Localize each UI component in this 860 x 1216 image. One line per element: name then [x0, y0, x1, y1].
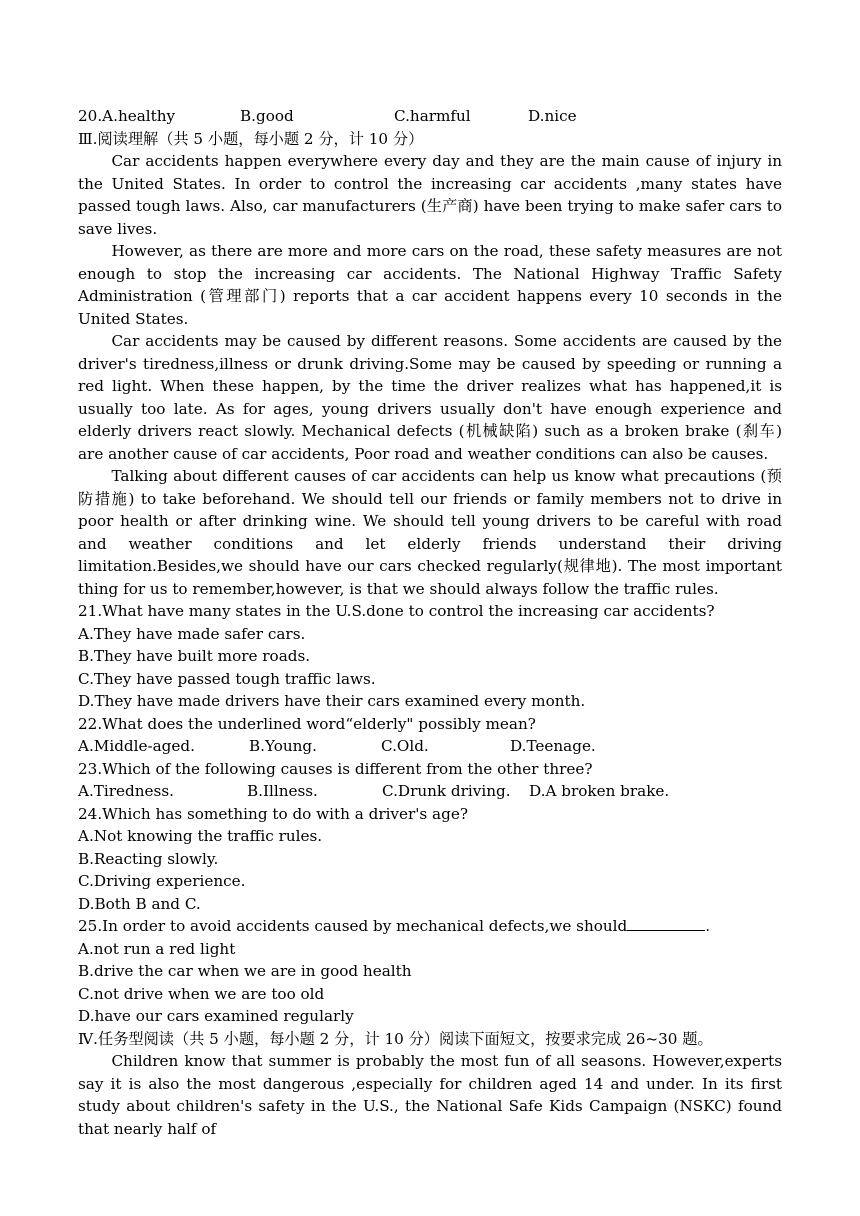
- question-22-stem: 22.What does the underlined word“elderly" possibly mean?: [78, 714, 536, 733]
- question-25-option-b: B.drive the car when we are in good health: [78, 962, 412, 980]
- question-24-option-d: D.Both B and C.: [78, 894, 201, 913]
- question-21-option-d: D.They have made drivers have their cars examined every month.: [78, 692, 586, 710]
- exam-page: [78, 105, 782, 1140]
- question-21-option-a: A.They have made safer cars.: [78, 624, 306, 643]
- passage-3-paragraph-2: However, as there are more and more cars on the road, these safety measures are not enough to stop the increasing car accidents. The National Highway Traffic Safety Administration (管理部门) reports that a car accident happens every 10 seconds in the United States.: [78, 242, 782, 328]
- section-4-heading: Ⅳ.任务型阅读（共 5 小题，每小题 2 分，计 10 分）阅读下面短文，按要求完成 26~30 题。: [78, 1029, 713, 1048]
- question-23-options: [78, 780, 782, 803]
- question-25-option-d: D.have our cars examined regularly: [78, 1007, 354, 1025]
- option-c: C.harmful: [394, 107, 471, 125]
- question-22-options: [78, 735, 782, 758]
- option-d: D.Teenage.: [510, 737, 596, 755]
- option-a: 20.A.healthy: [78, 107, 176, 125]
- question-21-option-b: B.They have built more roads.: [78, 647, 311, 665]
- question-25-stem-end: .: [705, 917, 711, 935]
- question-24-option-b: B.Reacting slowly.: [78, 849, 219, 868]
- question-21-option-c: C.They have passed tough traffic laws.: [78, 669, 376, 688]
- option-b: B.Young.: [249, 737, 317, 755]
- option-a: A.Middle-aged.: [78, 737, 195, 755]
- passage-4-paragraph-1: Children know that summer is probably the most fun of all seasons. However,experts say it is also the most dangerous ,especially for children aged 14 and under. In its first study about children's safety in the U.S., the National Safe Kids Campaign (NSKC) found that nearly half of: [78, 1052, 782, 1138]
- passage-3-paragraph-1: Car accidents happen everywhere every day and they are the main cause of injury in the United States. In order to control the increasing car accidents ,many states have passed tough laws. Also, car manufacturers (生产商) have been trying to make safer cars to save lives.: [78, 152, 782, 238]
- question-21-stem: 21.What have many states in the U.S.done to control the increasing car accidents?: [78, 602, 715, 620]
- option-a: A.Tiredness.: [78, 782, 174, 800]
- option-d: D.A broken brake.: [529, 782, 670, 800]
- option-c: C.Old.: [381, 737, 429, 755]
- option-b: B.Illness.: [247, 782, 318, 800]
- section-3-heading: Ⅲ.阅读理解（共 5 小题，每小题 2 分，计 10 分）: [78, 129, 424, 148]
- passage-3-paragraph-4: Talking about different causes of car accidents can help us know what precautions (预防措施) to take beforehand. We should tell our friends or family members not to drive in poor health or after drinking wine. We should tell young drivers to be careful with road and weather conditions and let elderly friends understand their driving limitation.Besides,we should have our cars checked regularly(规律地). The most important thing for us to remember,however, is that we should always follow the traffic rules.: [78, 467, 782, 598]
- question-24-option-c: C.Driving experience.: [78, 872, 246, 890]
- question-25-stem-text: 25.In order to avoid accidents caused by mechanical defects,we should: [78, 917, 628, 935]
- question-24-option-a: A.Not knowing the traffic rules.: [78, 827, 323, 845]
- question-23-stem: 23.Which of the following causes is different from the other three?: [78, 759, 593, 778]
- option-c: C.Drunk driving.: [382, 782, 511, 800]
- question-20-options: [78, 105, 782, 128]
- question-25-stem: [78, 915, 782, 938]
- passage-3-paragraph-3: Car accidents may be caused by different reasons. Some accidents are caused by the driver's tiredness,illness or drunk driving.Some may be caused by speeding or running a red light. When these happen, by the time the driver realizes what has happened,it is usually too late. As for ages, young drivers usually don't have enough experience and elderly drivers react slowly. Mechanical defects (机械缺陷) such as a broken brake (刹车) are another cause of car accidents, Poor road and weather conditions can also be causes.: [78, 332, 782, 463]
- answer-blank[interactable]: [627, 915, 705, 931]
- question-25-option-a: A.not run a red light: [78, 939, 236, 958]
- question-25-option-c: C.not drive when we are too old: [78, 984, 325, 1003]
- option-b: B.good: [240, 107, 294, 125]
- option-d: D.nice: [528, 107, 577, 125]
- question-24-stem: 24.Which has something to do with a driver's age?: [78, 804, 468, 823]
